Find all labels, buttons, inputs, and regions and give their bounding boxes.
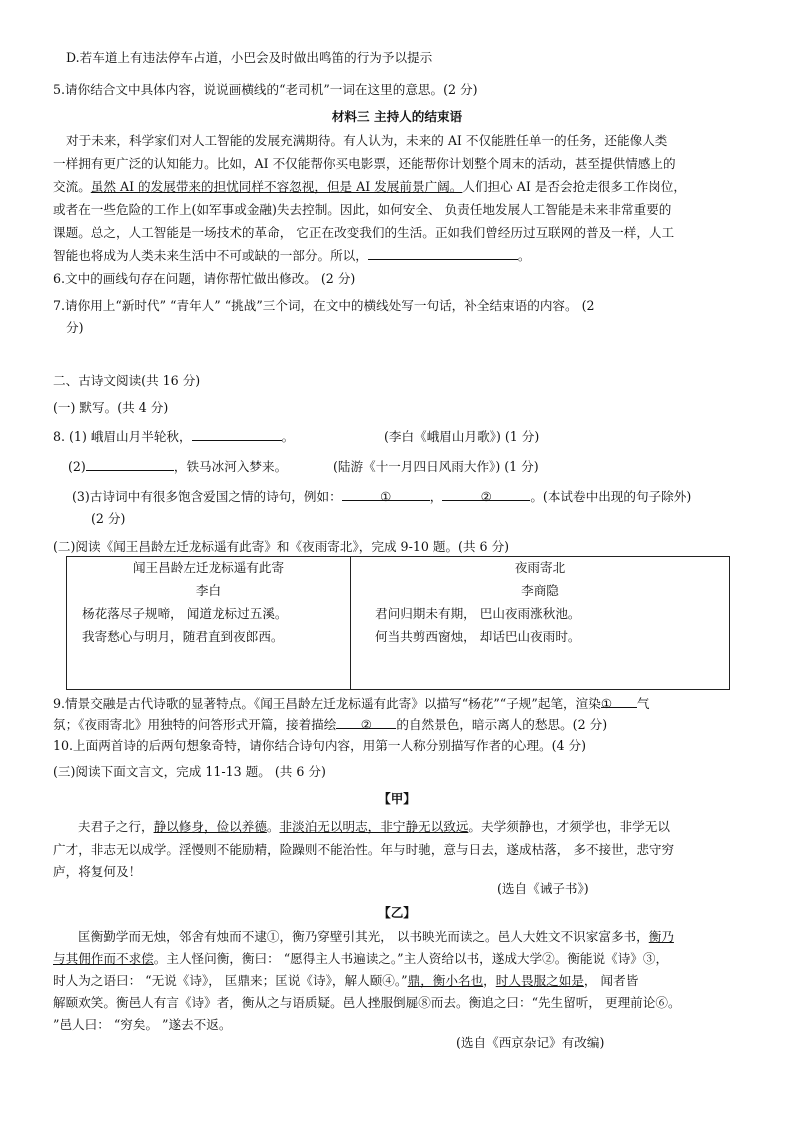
passage-text: 智能也将成为人类未来生活中不可或缺的一部分。所以，: [53, 248, 368, 263]
answer-blank[interactable]: [86, 457, 174, 471]
poem-1: [67, 557, 351, 689]
poem-2: [351, 557, 729, 689]
passage-yi-heading: 【乙】: [378, 905, 416, 920]
question-text: 9.情景交融是古代诗歌的显著特点。《闻王昌龄左迁龙标遥有此寄》以描写“杨花”“子规”起笔，渲染: [53, 696, 601, 711]
question-8-3-score: (2 分): [91, 511, 126, 526]
subsection-2-title: (二)阅读《闻王昌龄左迁龙标遥有此寄》和《夜雨寄北》，完成 9-10 题。(共 6 分): [53, 539, 510, 554]
underlined-sentence: 鼎，衡小名也: [407, 973, 484, 988]
subsection-1-title: (一) 默写。(共 4 分): [53, 400, 169, 415]
question-7: 7.请你用上“新时代” “青年人” “挑战”三个词，在文中的横线处写一句话，补全结束语的内容。 (2: [53, 298, 595, 313]
poem-1-title: 闻王昌龄左迁龙标遥有此寄: [132, 560, 285, 575]
underlined-sentence: 静以修身，俭以养德: [153, 819, 267, 834]
question-text: 气: [636, 696, 650, 711]
passage-line: 对于未来，科学家们对人工智能的发展充满期待。有人认为，未来的 AI 不仅能胜任单一的任务，还能像人类: [66, 133, 668, 148]
answer-blank-2[interactable]: ②: [336, 715, 396, 729]
answer-blank-1[interactable]: ①: [342, 487, 430, 501]
question-10: 10.上面两首诗的后两句想象奇特，请你结合诗句内容，用第一人称分别描写作者的心理。(4 分): [53, 738, 587, 753]
poems-table: [66, 556, 730, 690]
poem-2-line: 何当共剪西窗烛， 却话巴山夜雨时。: [375, 629, 581, 644]
passage-text: 交流。: [53, 179, 91, 194]
passage-text: 。主人怪问衡，衡曰： “愿得主人书遍读之。”主人资给以书，遂成大学②。衡能说《诗》③，: [153, 951, 669, 966]
question-6: 6.文中的画线句存在问题，请你帮忙做出修改。 (2 分): [53, 271, 356, 286]
question-8-2-source: (陆游《十一月四日风雨大作》) (1 分): [333, 459, 539, 474]
passage-line: 广才，非志无以成学。淫慢则不能励精，险躁则不能治性。年与时驰，意与日去，遂成枯落， 多不接世，悲守穷: [53, 842, 675, 857]
question-text: (2): [68, 459, 86, 474]
passage-line: 课题。总之，人工智能是一场技术的革命， 它正在改变我们的生活。正如我们曾经历过互联网的普及一样，人工: [53, 225, 675, 240]
question-text: ，: [429, 489, 443, 504]
poem-1-author: 李白: [195, 583, 222, 598]
subsection-3-title: (三)阅读下面文言文，完成 11-13 题。 (共 6 分): [53, 764, 326, 779]
poem-2-title: 夜雨寄北: [514, 560, 566, 575]
underlined-sentence: 虽然 AI 的发展带来的担忧同样不容忽视，但是 AI 发展前景广阔。: [90, 179, 463, 194]
question-9: [53, 694, 649, 714]
answer-blank[interactable]: [192, 427, 282, 441]
underlined-sentence: 与其佣作而不求偿: [53, 951, 154, 966]
option-d: D.若车道上有违法停车占道，小巴会及时做出鸣笛的行为予以提示: [66, 50, 433, 65]
question-text: ，铁马冰河入梦来。: [173, 459, 288, 474]
answer-blank-1[interactable]: ①: [601, 694, 637, 708]
passage-text: ，: [483, 973, 496, 988]
section-2-title: 二、古诗文阅读(共 16 分): [53, 373, 201, 388]
question-8-3: [72, 487, 691, 507]
question-8-1-source: (李白《峨眉山月歌》) (1 分): [384, 429, 540, 444]
question-8-1: [53, 427, 294, 447]
passage-line: 或者在一些危险的工作上(如军事或金融)失去控制。因此，如何安全、 负责任地发展人工智能是未来非常重要的: [53, 202, 672, 217]
underlined-sentence: 时人畏服之如是: [495, 973, 584, 988]
passage-line: [78, 817, 670, 837]
question-7-score: 分): [66, 320, 84, 335]
passage-text: 匡衡勤学而无烛，邻舍有烛而不逮①，衡乃穿壁引其光， 以书映光而读之。邑人大姓文不识家富多书，: [78, 929, 649, 944]
answer-blank-2[interactable]: ②: [442, 487, 530, 501]
passage-line: ”邑人曰： “穷矣。 ”遂去不返。: [53, 1017, 232, 1032]
question-5: 5.请你结合文中具体内容，说说画横线的“老司机”一词在这里的意思。(2 分): [53, 82, 478, 97]
passage-line: [53, 246, 530, 266]
poem-1-line: 我寄愁心与明月，随君直到夜郎西。: [82, 629, 284, 644]
passage-line: 解颐欢笑。衡邑人有言《诗》者，衡从之与语质疑。邑人挫服倒屣⑧而去。衡追之曰：“先生留听， 更理前论⑥。: [53, 995, 681, 1010]
question-text: 。(本试卷中出现的句子除外): [530, 489, 692, 504]
passage-line: [53, 971, 638, 991]
passage-text: 时人为之语曰： “无说《诗》， 匡鼎来；匡说《诗》，解人颐④。”: [53, 973, 408, 988]
underlined-sentence: 衡乃: [648, 929, 674, 944]
passage-text: 。: [517, 248, 531, 263]
poem-1-line: 杨花落尽子规啼， 闻道龙标过五溪。: [82, 606, 288, 621]
passage-jia-source: (选自《诫子书》): [497, 881, 589, 896]
passage-text: 人们担心 AI 是否会抢走很多工作岗位，: [462, 179, 686, 194]
material3-title: 材料三 主持人的结束语: [331, 109, 463, 124]
passage-line: 庐，将复何及！: [53, 864, 142, 879]
passage-line: 一样拥有更广泛的认知能力。比如，AI 不仅能帮你买电影票，还能帮你计划整个周末的活动，甚至提供情感上的: [53, 156, 676, 171]
passage-line: [53, 177, 686, 197]
question-text: 的自然景色，暗示离人的愁思。(2 分): [396, 717, 608, 732]
passage-line: [53, 949, 668, 969]
underlined-sentence: 非淡泊无以明志，非宁静无以致远: [279, 819, 469, 834]
passage-jia-heading: 【甲】: [378, 791, 416, 806]
poem-2-author: 李商隐: [521, 583, 559, 598]
passage-text: 。: [266, 819, 280, 834]
passage-text: 夫君子之行，: [78, 819, 154, 834]
question-8-2: [68, 457, 287, 477]
question-text: 8. (1) 峨眉山月半轮秋，: [53, 429, 192, 444]
question-text: 。: [281, 429, 295, 444]
question-text: 氛；《夜雨寄北》用独特的问答形式开篇，接着描绘: [53, 717, 337, 732]
passage-text: ， 闻者皆: [583, 973, 639, 988]
question-text: (3)古诗词中有很多饱含爱国之情的诗句，例如：: [72, 489, 342, 504]
passage-line: [78, 927, 674, 947]
poem-2-line: 君问归期未有期， 巴山夜雨涨秋池。: [375, 606, 581, 621]
question-9-cont: [53, 715, 607, 735]
passage-yi-source: (选自《西京杂记》有改编): [456, 1035, 605, 1050]
answer-blank[interactable]: [368, 246, 518, 260]
passage-text: 。夫学须静也，才须学也，非学无以: [468, 819, 670, 834]
